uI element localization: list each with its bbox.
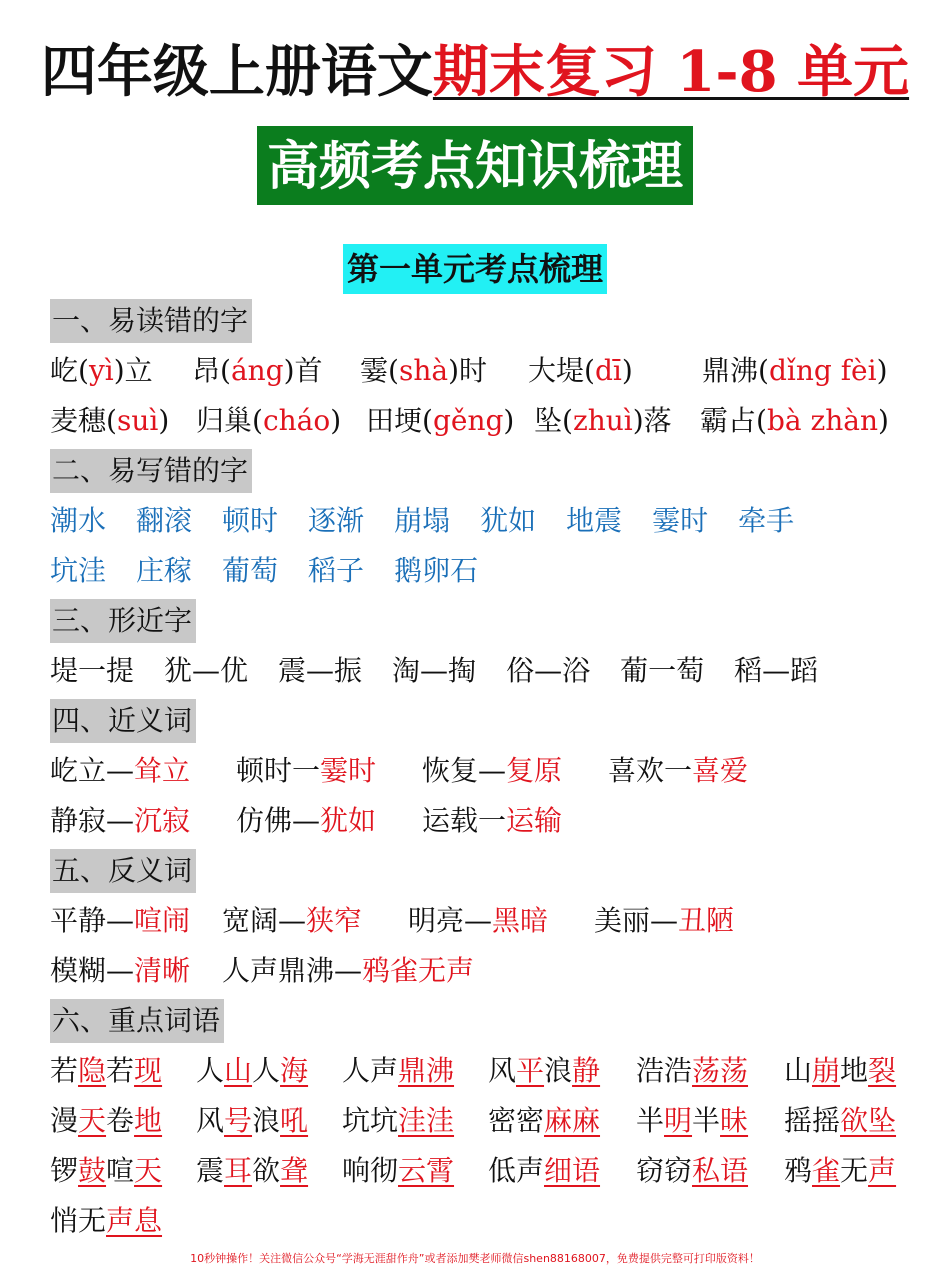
- word-pair: [594, 896, 734, 946]
- subtitle-banner: 高频考点知识梳理: [257, 126, 693, 205]
- phrase-highlight: 明: [664, 1104, 693, 1137]
- paren: ): [877, 404, 889, 437]
- phrase-highlight: 欲坠: [840, 1104, 897, 1137]
- paren: (: [758, 354, 769, 387]
- similar-pair: 犹—优: [164, 654, 249, 687]
- pair-left: 美丽—: [594, 904, 679, 937]
- pair-left: 运载一: [422, 804, 507, 837]
- word: 坠: [534, 404, 563, 437]
- word-item: 潮水: [50, 504, 107, 537]
- phrase-highlight: 地: [134, 1104, 163, 1137]
- paren: ): [330, 404, 342, 437]
- phrase-plain: 窃窃: [636, 1154, 693, 1187]
- phrase-plain: 密密: [488, 1104, 545, 1137]
- phrase-plain: 震: [196, 1154, 225, 1187]
- antonym-row-2: [50, 946, 910, 996]
- phrase-highlight: 鼎沸: [398, 1054, 455, 1087]
- phrase: [196, 1146, 308, 1196]
- phrase-plain: 锣: [50, 1154, 79, 1187]
- page-title: [0, 39, 950, 105]
- pair-right: 清晰: [134, 954, 191, 987]
- word: 落: [643, 404, 672, 437]
- phrase: [50, 1196, 162, 1246]
- pinyin: bà zhàn: [766, 404, 878, 437]
- pinyin-item: [50, 346, 153, 396]
- synonym-row-2: [50, 796, 910, 846]
- pinyin-item: [50, 396, 169, 446]
- phrase-highlight: 鼓: [78, 1154, 107, 1187]
- pair-right: 犹如: [320, 804, 377, 837]
- word-item: 稻子: [308, 554, 365, 587]
- footer-note: 10秒钟操作！关注微信公众号“学海无涯甜作舟”或者添加樊老师微信shen88168007，免费提供完整可打印版资料！: [190, 1252, 760, 1265]
- phrase-plain: 风: [196, 1104, 225, 1137]
- section-heading-6: 六、重点词语: [50, 999, 224, 1043]
- similar-pair: 震—振: [278, 654, 363, 687]
- phrase-highlight: 天: [78, 1104, 107, 1137]
- word-pair: [50, 746, 190, 796]
- word-item: 地震: [566, 504, 623, 537]
- phrase-highlight: 现: [134, 1054, 163, 1087]
- phrase-highlight: 声: [868, 1154, 897, 1187]
- phrase-plain: 人声: [342, 1054, 399, 1087]
- pair-left: 仿佛—: [236, 804, 321, 837]
- paren: ): [876, 354, 888, 387]
- pair-right: 黑暗: [492, 904, 549, 937]
- phrase: [784, 1096, 896, 1146]
- pinyin: áng: [230, 354, 284, 387]
- pinyin: dǐng fèi: [768, 354, 877, 387]
- phrase-plain: 地: [840, 1054, 869, 1087]
- word: 大堤: [528, 354, 585, 387]
- phrase-highlight: 隐: [78, 1054, 107, 1087]
- pair-left: 恢复—: [422, 754, 507, 787]
- section-heading-2: 二、易写错的字: [50, 449, 252, 493]
- similar-pair: 俗—浴: [506, 654, 591, 687]
- phrase-plain: 半: [692, 1104, 721, 1137]
- phrase-highlight: 崩: [812, 1054, 841, 1087]
- pinyin: gěng: [432, 404, 504, 437]
- phrase-highlight: 山: [224, 1054, 253, 1087]
- word: 屹: [50, 354, 79, 387]
- phrase-highlight: 荡荡: [692, 1054, 749, 1087]
- word-item: 鹅卵石: [394, 554, 479, 587]
- section-heading-1: 一、易读错的字: [50, 299, 252, 343]
- word-pair: [50, 946, 190, 996]
- pair-right: 狭窄: [306, 904, 363, 937]
- phrase-plain: 若: [50, 1054, 79, 1087]
- phrase-plain: 无: [840, 1154, 869, 1187]
- paren: (: [252, 404, 263, 437]
- phrase-highlight: 私语: [692, 1154, 749, 1187]
- phrase-plain: 山: [784, 1054, 813, 1087]
- phrase: [342, 1096, 454, 1146]
- pinyin-item: [534, 396, 672, 446]
- word-item: 犹如: [480, 504, 537, 537]
- paren: ): [283, 354, 295, 387]
- paren: (: [78, 354, 89, 387]
- word-pair: [422, 746, 562, 796]
- similar-pair: 葡一萄: [620, 654, 705, 687]
- pair-right: 丑陋: [678, 904, 735, 937]
- phrase-highlight: 裂: [868, 1054, 897, 1087]
- word: 首: [294, 354, 323, 387]
- phrase-highlight: 天: [134, 1154, 163, 1187]
- word-item: 顿时: [222, 504, 279, 537]
- content: [50, 296, 910, 1246]
- word: 田埂: [366, 404, 423, 437]
- paren: ): [158, 404, 170, 437]
- paren: ): [113, 354, 125, 387]
- phrase-plain: 浪: [252, 1104, 281, 1137]
- phrase: [636, 1096, 748, 1146]
- phrase: [342, 1146, 454, 1196]
- phrase-plain: 人: [196, 1054, 225, 1087]
- word-item: 坑洼: [50, 554, 107, 587]
- phrase: [784, 1046, 896, 1096]
- word: 鼎沸: [702, 354, 759, 387]
- similar-row-1: [50, 646, 910, 696]
- word-item: 霎时: [652, 504, 709, 537]
- word: 霎: [360, 354, 389, 387]
- paren: ): [503, 404, 515, 437]
- phrase-highlight: 昧: [720, 1104, 749, 1137]
- pinyin: suì: [116, 404, 159, 437]
- word-item: 崩塌: [394, 504, 451, 537]
- paren: ): [632, 404, 644, 437]
- paren: ): [621, 354, 633, 387]
- phrase-plain: 喧: [106, 1154, 135, 1187]
- phrase: [488, 1046, 600, 1096]
- phrase-highlight: 耳: [224, 1154, 253, 1187]
- title-red: 期末复习 1-8 单元: [432, 39, 910, 105]
- pinyin-item: [196, 396, 341, 446]
- pinyin: zhuì: [572, 404, 633, 437]
- word-item: 牵手: [738, 504, 795, 537]
- pinyin-row-2: [50, 396, 910, 446]
- section-heading-3: 三、形近字: [50, 599, 196, 643]
- word-pair: [236, 796, 376, 846]
- similar-pair: 淘—掏: [392, 654, 477, 687]
- phrase-highlight: 声息: [106, 1204, 163, 1237]
- pinyin-item: [702, 346, 888, 396]
- pair-left: 模糊—: [50, 954, 135, 987]
- word-item: 庄稼: [136, 554, 193, 587]
- phrase: [636, 1046, 748, 1096]
- phrase-plain: 坑坑: [342, 1104, 399, 1137]
- phrase-highlight: 号: [224, 1104, 253, 1137]
- phrase-row: [50, 1146, 910, 1196]
- phrase: [784, 1146, 896, 1196]
- phrase-plain: 浩浩: [636, 1054, 693, 1087]
- phrase: [196, 1096, 308, 1146]
- phrase-highlight: 雀: [812, 1154, 841, 1187]
- phrase: [342, 1046, 454, 1096]
- pair-right: 喧闹: [134, 904, 191, 937]
- pair-right: 运输: [506, 804, 563, 837]
- pinyin-item: [192, 346, 323, 396]
- write-row-2: [50, 546, 910, 596]
- phrase-highlight: 海: [280, 1054, 309, 1087]
- phrase-highlight: 吼: [280, 1104, 309, 1137]
- word-pair: [408, 896, 548, 946]
- pair-left: 顿时一: [236, 754, 321, 787]
- word: 时: [459, 354, 488, 387]
- paren: (: [388, 354, 399, 387]
- word: 归巢: [196, 404, 253, 437]
- section-heading-4: 四、近义词: [50, 699, 196, 743]
- word-pair: [422, 796, 562, 846]
- phrase-highlight: 静: [572, 1054, 601, 1087]
- key-phrase-rows: [50, 1046, 910, 1246]
- word: 立: [124, 354, 153, 387]
- pair-right: 沉寂: [134, 804, 191, 837]
- phrase-plain: 若: [106, 1054, 135, 1087]
- phrase-plain: 摇摇: [784, 1104, 841, 1137]
- word-item: 翻滚: [136, 504, 193, 537]
- phrase: [488, 1146, 600, 1196]
- word-pair: [608, 746, 748, 796]
- phrase-highlight: 细语: [544, 1154, 601, 1187]
- pair-left: 宽阔—: [222, 904, 307, 937]
- pair-right: 霎时: [320, 754, 377, 787]
- paren: (: [422, 404, 433, 437]
- word-item: 葡萄: [222, 554, 279, 587]
- paren: (: [562, 404, 573, 437]
- write-row-1: [50, 496, 910, 546]
- pinyin: yì: [88, 354, 114, 387]
- word-pair: [222, 946, 474, 996]
- phrase-highlight: 聋: [280, 1154, 309, 1187]
- pinyin-row-1: [50, 346, 910, 396]
- pair-left: 喜欢一: [608, 754, 693, 787]
- pinyin-item: [366, 396, 514, 446]
- pair-right: 喜爱: [692, 754, 749, 787]
- title-black: 四年级上册语文: [40, 39, 433, 105]
- phrase-plain: 鸦: [784, 1154, 813, 1187]
- pair-right: 复原: [506, 754, 563, 787]
- phrase-plain: 卷: [106, 1104, 135, 1137]
- pair-left: 明亮—: [408, 904, 493, 937]
- word-pair: [236, 746, 376, 796]
- pinyin: cháo: [262, 404, 331, 437]
- word: 麦穗: [50, 404, 107, 437]
- phrase-plain: 漫: [50, 1104, 79, 1137]
- paren: (: [220, 354, 231, 387]
- pinyin-item: [528, 346, 633, 396]
- word-item: 逐渐: [308, 504, 365, 537]
- phrase-row: [50, 1196, 910, 1246]
- phrase: [50, 1046, 162, 1096]
- paren: (: [756, 404, 767, 437]
- pinyin-item: [360, 346, 487, 396]
- pinyin-item: [700, 396, 889, 446]
- phrase-plain: 浪: [544, 1054, 573, 1087]
- phrase: [488, 1096, 600, 1146]
- similar-pair: 堤一提: [50, 654, 135, 687]
- phrase-plain: 响彻: [342, 1154, 399, 1187]
- phrase-highlight: 云霄: [398, 1154, 455, 1187]
- pair-left: 人声鼎沸—: [222, 954, 363, 987]
- antonym-row-1: [50, 896, 910, 946]
- section-heading-5: 五、反义词: [50, 849, 196, 893]
- phrase: [636, 1146, 748, 1196]
- phrase-plain: 悄无: [50, 1204, 107, 1237]
- pair-left: 屹立—: [50, 754, 135, 787]
- phrase: [50, 1146, 162, 1196]
- pair-left: 静寂—: [50, 804, 135, 837]
- pair-right: 鸦雀无声: [362, 954, 475, 987]
- paren: ): [448, 354, 459, 387]
- word-pair: [50, 796, 190, 846]
- phrase-plain: 欲: [252, 1154, 281, 1187]
- pair-right: 耸立: [134, 754, 191, 787]
- phrase-highlight: 麻麻: [544, 1104, 601, 1137]
- phrase-plain: 人: [252, 1054, 281, 1087]
- phrase: [50, 1096, 162, 1146]
- phrase-row: [50, 1046, 910, 1096]
- phrase-plain: 半: [636, 1104, 665, 1137]
- phrase: [196, 1046, 308, 1096]
- word: 昂: [192, 354, 221, 387]
- unit-title: 第一单元考点梳理: [343, 244, 607, 294]
- word: 霸占: [700, 404, 757, 437]
- paren: (: [584, 354, 595, 387]
- pair-left: 平静—: [50, 904, 135, 937]
- phrase-plain: 低声: [488, 1154, 545, 1187]
- pinyin: shà: [398, 354, 449, 387]
- word-pair: [222, 896, 362, 946]
- synonym-row-1: [50, 746, 910, 796]
- paren: (: [106, 404, 117, 437]
- phrase-row: [50, 1096, 910, 1146]
- phrase-highlight: 平: [516, 1054, 545, 1087]
- pinyin: dī: [594, 354, 622, 387]
- phrase-highlight: 洼洼: [398, 1104, 455, 1137]
- similar-pair: 稻—蹈: [734, 654, 819, 687]
- word-pair: [50, 896, 190, 946]
- phrase-plain: 风: [488, 1054, 517, 1087]
